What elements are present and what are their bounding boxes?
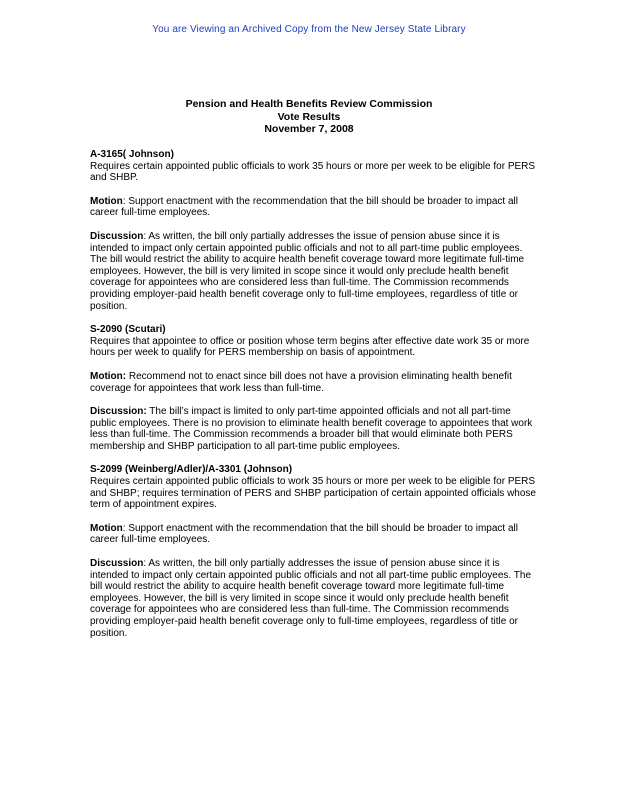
- motion-separator: :: [122, 195, 129, 207]
- bill-discussion: [90, 231, 538, 312]
- bill-item: [90, 149, 538, 312]
- motion-text: Support enactment with the recommendation that the bill should be broader to impact all career full-time employees.: [90, 522, 518, 546]
- bill-motion: [90, 523, 538, 546]
- motion-label: Motion:: [90, 370, 127, 382]
- discussion-label: Discussion:: [90, 406, 147, 418]
- bill-summary: Requires that appointee to office or position whose term begins after effective date work 35 or more hours per week to qualify for PERS membership on basis of appointment.: [90, 335, 530, 359]
- discussion-separator: :: [143, 558, 149, 570]
- bill-title: A-3165( Johnson): [90, 149, 174, 160]
- document-header: [0, 98, 618, 136]
- header-commission-name: Pension and Health Benefits Review Commission: [185, 98, 433, 110]
- discussion-label: Discussion: [90, 558, 144, 570]
- discussion-text: As written, the bill only partially addresses the issue of pension abuse since it is intended to impact only certain appointed public officials and not to all part-time public employees. The bill would restrict the ability to acquire health benefit coverage toward more legitimate full-time employees. However, the bill is very limited in scope since it would only preclude health benefit coverage for appointees who are considered less than full-time. The Commission recommends providing employer-paid health benefit coverage only to full-time employees, regardless of title or position.: [90, 230, 525, 312]
- bill-summary: Requires certain appointed public officials to work 35 hours or more per week to be eligible for PERS and SHBP.: [90, 160, 536, 184]
- archive-banner: You are Viewing an Archived Copy from the New Jersey State Library: [152, 24, 466, 35]
- bill-title: S-2090 (Scutari): [90, 324, 166, 336]
- header-date: November 7, 2008: [264, 123, 354, 135]
- discussion-label: Discussion: [90, 230, 144, 242]
- bill-motion: [90, 371, 538, 394]
- bill-motion: [90, 196, 538, 219]
- bill-discussion: [90, 558, 538, 639]
- motion-separator: :: [122, 522, 129, 534]
- motion-label: Motion: [90, 195, 123, 207]
- bill-discussion: [90, 406, 538, 452]
- discussion-text: The bill’s impact is limited to only part-time appointed officials and not all part-time public employees. There is no provision to eliminate health benefit coverage to appointees that work less than full-time. The Commission recommends a broader bill that would eliminate both PERS membership and SHBP participation to all part-time public employees.: [90, 406, 533, 452]
- discussion-separator: :: [143, 230, 149, 242]
- motion-text: Recommend not to enact since bill does not have a provision eliminating health benefit coverage for appointees that work less than full-time.: [90, 370, 512, 394]
- discussion-text: As written, the bill only partially addresses the issue of pension abuse since it is intended to impact only certain appointed public officials and not all part-time public employees. The bill would restrict the ability to acquire health benefit coverage toward more legitimate full-time employees. However, the bill is very limited in scope since it would only preclude health benefit coverage for appointees who are considered less than full-time. The Commission recommends providing employer-paid health benefit coverage only to full-time employees, regardless of title or position.: [90, 558, 532, 639]
- document-body: [90, 149, 538, 651]
- bill-summary: Requires certain appointed public officials to work 35 hours or more per week to be eligible for PERS and SHBP; requires termination of PERS and SHBP participation of certain appointed officials whose term of appointment expires.: [90, 476, 536, 511]
- motion-label: Motion: [90, 522, 123, 534]
- bill-item: [90, 464, 538, 639]
- bill-item: [90, 324, 538, 452]
- motion-text: Support enactment with the recommendation that the bill should be broader to impact all career full-time employees.: [90, 195, 518, 219]
- bill-title: S-2099 (Weinberg/Adler)/A-3301 (Johnson): [90, 464, 293, 476]
- header-vote-results: Vote Results: [277, 110, 341, 123]
